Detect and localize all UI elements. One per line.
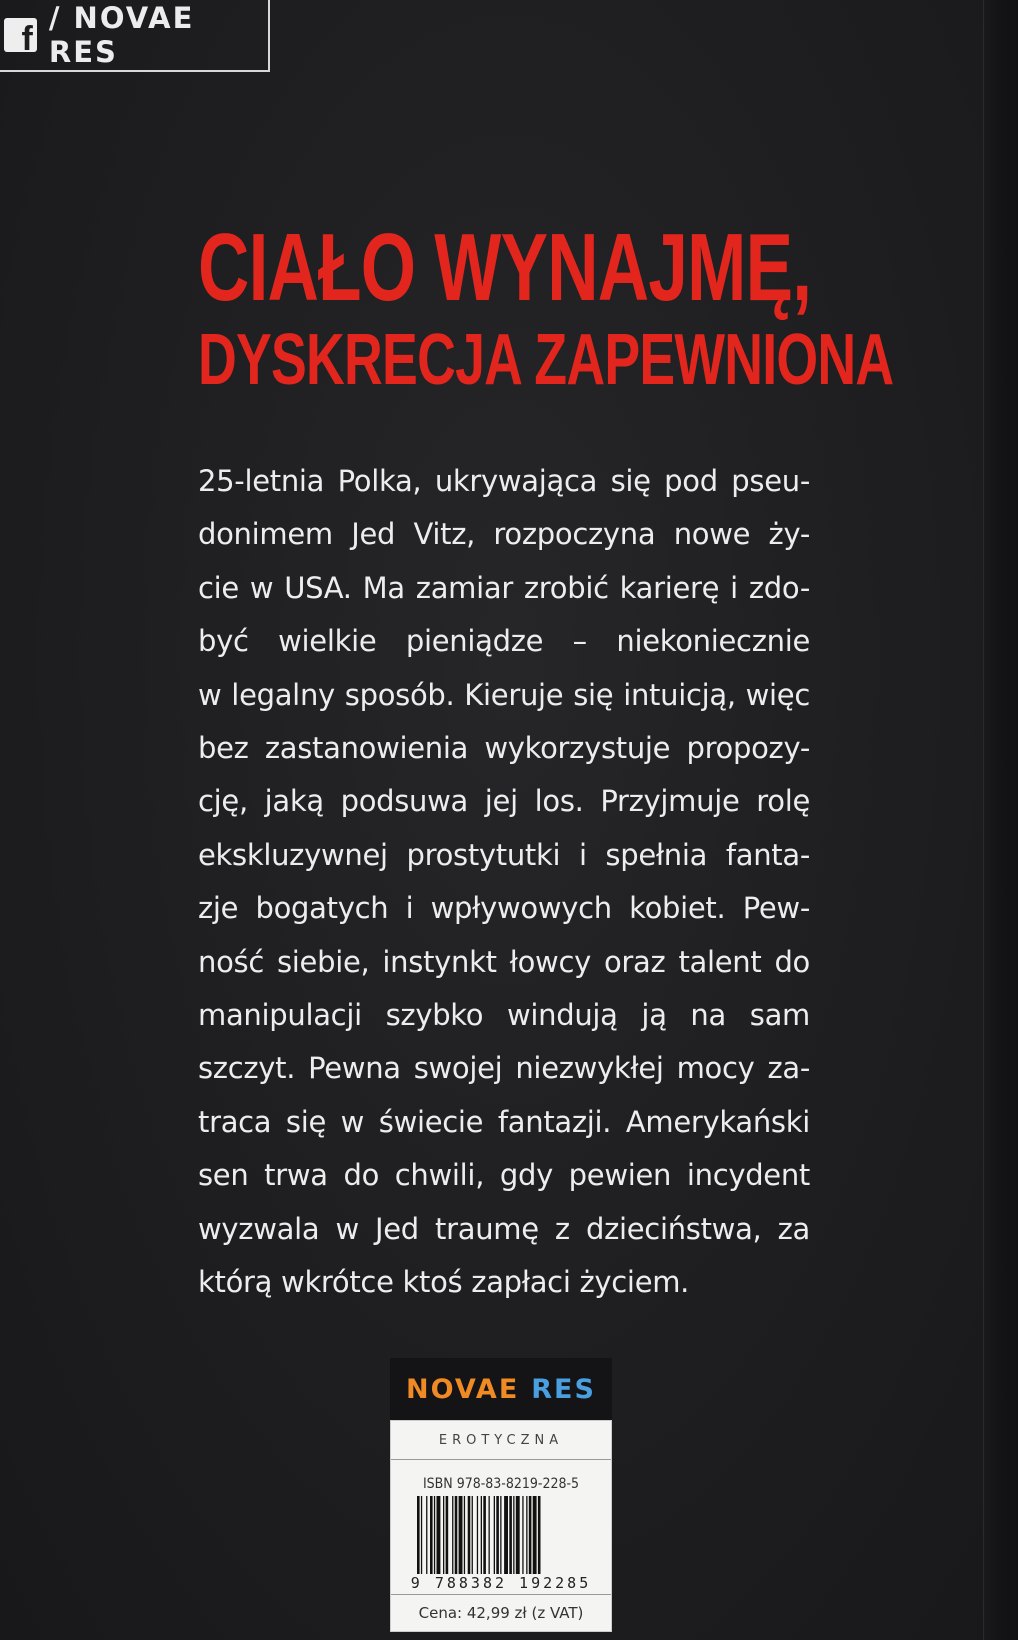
blurb-line: cie w USA. Ma zamiar zrobić karierę i zdo-	[198, 570, 810, 605]
title-line-2: DYSKRECJA ZAPEWNIONA	[198, 320, 894, 400]
blurb-line: manipulacji szybko windują ją na sam	[198, 998, 810, 1033]
title-line-1: CIAŁO WYNAJMĘ,	[198, 214, 812, 321]
isbn-text: ISBN 978-83-8219-228-5	[422, 1476, 580, 1492]
price-label: Cena: 42,99 zł (z VAT)	[391, 1594, 611, 1631]
facebook-icon	[4, 18, 37, 52]
book-title	[198, 214, 894, 402]
blurb-line: zje bogatych i wpływowych kobiet. Pew-	[198, 891, 810, 926]
blurb-line: sen trwa do chwili, gdy pewien incydent	[198, 1158, 810, 1193]
barcode-digits: 9 788382 192285	[410, 1574, 592, 1592]
blurb-line: traca się w świecie fantazji. Amerykański	[198, 1104, 810, 1139]
blurb-line: być wielkie pieniądze – niekoniecznie	[198, 624, 810, 659]
barcode-label	[390, 1420, 612, 1632]
barcode-icon	[411, 1496, 591, 1576]
facebook-badge-text: / NOVAE RES	[48, 1, 195, 69]
genre-label: EROTYCZNA	[391, 1421, 611, 1460]
blurb-line: w legalny sposób. Kieruje się intuicją, więc	[198, 677, 810, 712]
facebook-badge	[0, 0, 270, 72]
blurb-line: ność siebie, instynkt łowcy oraz talent do	[198, 944, 810, 979]
blurb-line: 25-letnia Polka, ukrywająca się pod pseu-	[198, 464, 810, 498]
spine-edge	[983, 0, 1018, 1640]
blurb-line: wyzwala w Jed traumę z dzieciństwa, za	[198, 1211, 810, 1246]
blurb-line: szczyt. Pewna swojej niezwykłej mocy za-	[198, 1051, 810, 1086]
blurb-line: ekskluzywnej prostytutki i spełnia fanta-	[198, 837, 810, 872]
blurb-line: którą wkrótce ktoś zapłaci życiem.	[198, 1265, 690, 1300]
blurb-line: donimem Jed Vitz, rozpoczyna nowe ży-	[198, 517, 810, 552]
publisher-logo	[390, 1358, 612, 1420]
blurb-text	[198, 455, 810, 1310]
blurb-line: cję, jaką podsuwa jej los. Przyjmuje rolę	[198, 784, 810, 819]
blurb-line: bez zastanowienia wykorzystuje propozy-	[198, 731, 810, 766]
publisher-logo-res: RES	[531, 1373, 596, 1405]
publisher-logo-novae: NOVAE	[406, 1373, 520, 1405]
